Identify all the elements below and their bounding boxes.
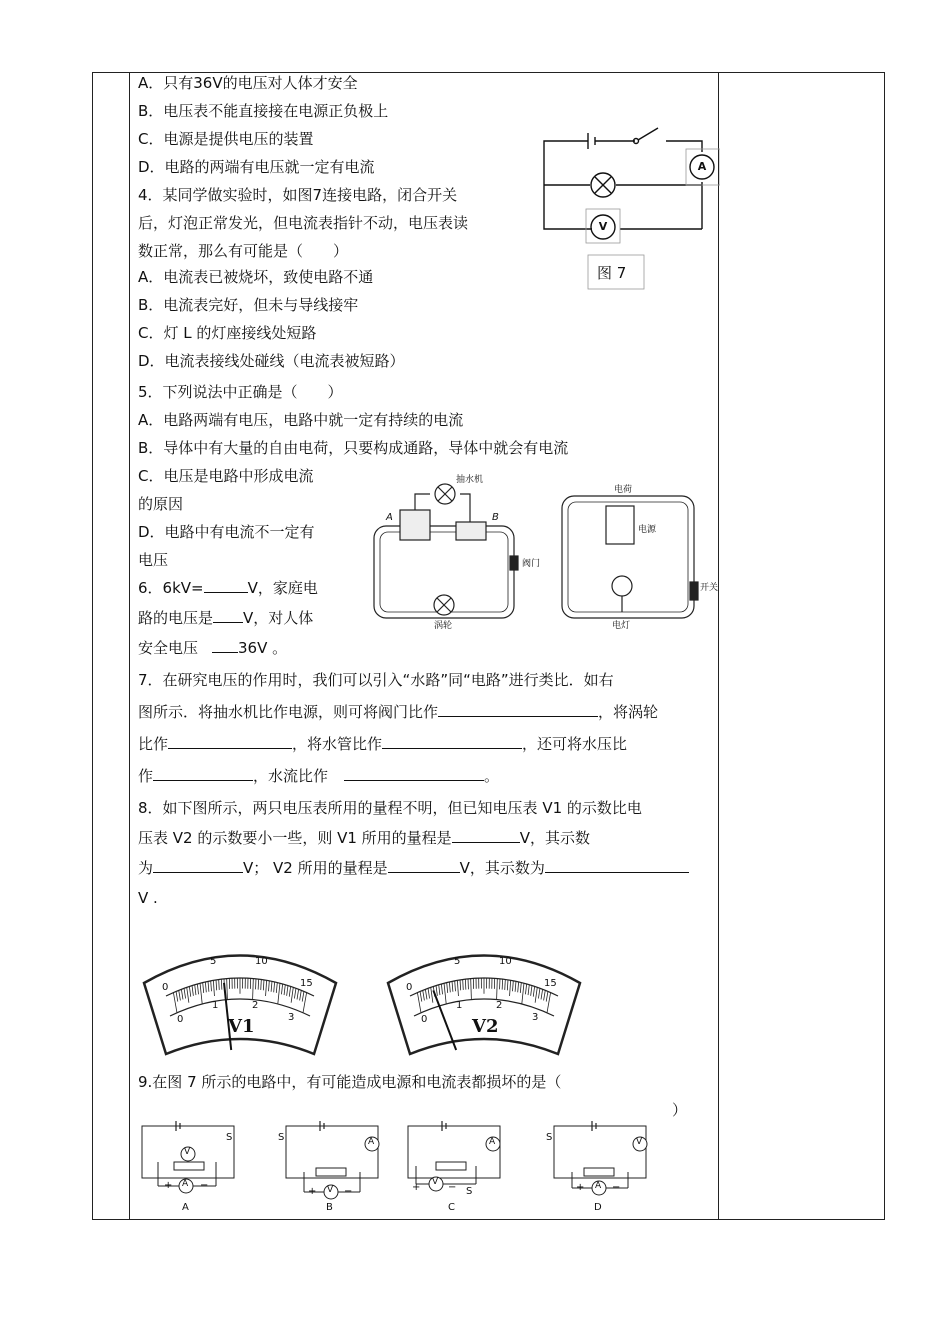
q4-option-d: D．电流表接线处碰线（电流表被短路）	[138, 352, 405, 370]
q7-text-a: 图所示．将抽水机比作电源，则可将阀门比作	[138, 703, 439, 721]
meter-v1-top-tick-0: 0	[162, 982, 169, 993]
meter-v1-top-tick-10: 10	[255, 956, 268, 967]
q9-a-switch: S	[226, 1132, 233, 1143]
q8-blank-v1-reading[interactable]	[153, 854, 243, 873]
q9-b-minus: −	[344, 1186, 353, 1197]
meter-v1-name: V1	[228, 1016, 255, 1037]
q9-b-ammeter-icon: A	[368, 1137, 375, 1147]
meter-v1	[140, 938, 340, 1058]
meter-v1-bottom-tick-1: 1	[212, 1000, 219, 1011]
figure-7-circuit	[540, 125, 720, 295]
q9-label-c: C	[448, 1202, 455, 1213]
meter-v2-bottom-tick-0: 0	[421, 1014, 428, 1025]
q8-line3	[138, 854, 689, 882]
q3-option-c: C．电源是提供电压的装置	[138, 130, 314, 148]
q7-blank-flow[interactable]	[344, 762, 484, 781]
q6-blank-2[interactable]	[213, 604, 243, 623]
q6-line1	[138, 574, 318, 602]
q8-text-d: V； V2 所用的量程是	[243, 859, 388, 877]
meter-v2-bottom-tick-3: 3	[532, 1012, 539, 1023]
label-b-container: B	[492, 512, 499, 523]
q9-c-minus: −	[448, 1182, 457, 1193]
q6-line3	[138, 634, 287, 662]
q9-d-plus: +	[576, 1182, 585, 1193]
q5-option-d-line1: D．电路中有电流不一定有	[138, 523, 315, 541]
q7-line4	[138, 762, 499, 790]
q5-option-c-line1: C．电压是电路中形成电流	[138, 467, 314, 485]
q9-stem: 9.在图 7 所示的电路中，有可能造成电源和电流表都损坏的是（	[138, 1073, 562, 1091]
label-lamp: 电灯	[612, 621, 631, 631]
label-switch: 开关	[700, 583, 719, 593]
q9-b-plus: +	[308, 1186, 317, 1197]
q4-option-a: A．电流表已被烧坏，致使电路不通	[138, 268, 374, 286]
q4-stem-line1: 4．某同学做实验时，如图7连接电路，闭合开关	[138, 186, 458, 204]
q9-a-plus: +	[164, 1180, 173, 1191]
q3-option-d: D．电路的两端有电压就一定有电流	[138, 158, 375, 176]
q8-text-b: V，其示数	[519, 829, 590, 847]
q9-label-a: A	[182, 1202, 189, 1213]
q9-a-ammeter-icon: A	[182, 1179, 189, 1189]
q7-blank-pipe[interactable]	[382, 730, 522, 749]
q9-c-switch: S	[466, 1186, 473, 1197]
q6-text-e: 安全电压	[138, 639, 199, 657]
meter-tick	[221, 979, 222, 989]
q7-text-c: 比作	[138, 735, 169, 753]
meter-v2	[384, 938, 584, 1058]
q8-text-a: 压表 V2 的示数要小一些，则 V1 所用的量程是	[138, 829, 452, 847]
q9-b-switch: S	[278, 1132, 285, 1143]
q7-text-b: ，将涡轮	[598, 703, 659, 721]
q9-b-voltmeter-icon: V	[327, 1185, 334, 1195]
q9-circuits	[136, 1116, 696, 1220]
label-valve: 阀门	[522, 559, 541, 569]
q7-text-d: ，将水管比作	[292, 735, 383, 753]
meter-v1-bottom-tick-2: 2	[252, 1000, 259, 1011]
q9-c-plus: +	[412, 1182, 421, 1193]
meter-v2-name: V2	[472, 1016, 499, 1037]
label-charge: 电荷	[614, 485, 633, 495]
q9-a-minus: −	[200, 1180, 209, 1191]
meter-v2-top-tick-15: 15	[544, 978, 557, 989]
q7-line2	[138, 698, 658, 726]
q8-line4: V .	[138, 889, 158, 907]
meter-v2-top-tick-5: 5	[454, 956, 461, 967]
label-a-container: A	[386, 512, 393, 523]
q9-d-minus: −	[612, 1182, 621, 1193]
q7-blank-pressure[interactable]	[153, 762, 253, 781]
q5-option-a: A．电路两端有电压，电路中就一定有持续的电流	[138, 411, 464, 429]
q4-stem-line3: 数正常，那么有可能是（ ）	[138, 242, 349, 260]
q5-option-b: B．导体中有大量的自由电荷，只要构成通路，导体中就会有电流	[138, 439, 569, 457]
meter-v1-top-tick-15: 15	[300, 978, 313, 989]
q8-blank-v2-range[interactable]	[388, 854, 460, 873]
meter-v2-top-tick-10: 10	[499, 956, 512, 967]
label-source: 电源	[638, 525, 657, 535]
q9-c-ammeter-icon: A	[489, 1137, 496, 1147]
q4-stem-line2: 后，灯泡正常发光，但电流表指针不动，电压表读	[138, 214, 469, 232]
q7-line1: 7．在研究电压的作用时，我们可以引入“水路”同“电路”进行类比．如右	[138, 671, 614, 689]
q9-c-voltmeter-icon: V	[432, 1177, 439, 1187]
q7-text-e: ，还可将水压比	[522, 735, 628, 753]
q6-blank-1[interactable]	[204, 574, 248, 593]
q9-label-b: B	[326, 1202, 333, 1213]
q9-close-paren: ）	[672, 1101, 688, 1119]
q6-text-a: 6．6kV=	[138, 579, 204, 597]
q6-text-f: 36V 。	[238, 639, 288, 657]
figure-7-label: 图 7	[597, 264, 627, 282]
meter-v2-top-tick-0: 0	[406, 982, 413, 993]
meter-v1-bottom-tick-0: 0	[177, 1014, 184, 1025]
q4-option-b: B．电流表完好，但未与导线接牢	[138, 296, 359, 314]
label-turbine: 涡轮	[434, 621, 453, 631]
q3-option-a: A．只有36V的电压对人体才安全	[138, 74, 358, 92]
q8-blank-v1-range[interactable]	[452, 824, 520, 843]
q6-text-b: V，家庭电	[247, 579, 318, 597]
q8-line1: 8．如下图所示，两只电压表所用的量程不明，但已知电压表 V1 的示数比电	[138, 799, 642, 817]
meter-v1-top-tick-5: 5	[210, 956, 217, 967]
meter-tick	[502, 979, 503, 989]
q7-text-f: 作	[138, 767, 154, 785]
meter-v2-bottom-tick-2: 2	[496, 1000, 503, 1011]
q5-stem: 5．下列说法中正确是（ ）	[138, 383, 343, 401]
q4-option-c: C．灯 L 的灯座接线处短路	[138, 324, 317, 342]
q5-option-c-line2: 的原因	[138, 495, 184, 513]
q5-option-d-line2: 电压	[138, 551, 169, 569]
q7-text-g: ，水流比作	[253, 767, 329, 785]
q7-text-h: 。	[484, 767, 500, 785]
q8-text-e: V，其示数为	[459, 859, 545, 877]
q8-line2	[138, 824, 590, 852]
q6-line2	[138, 604, 313, 632]
q8-text-c: 为	[138, 859, 154, 877]
q7-blank-valve[interactable]	[438, 698, 598, 717]
q3-option-b: B．电压表不能直接接在电源正负极上	[138, 102, 389, 120]
column-divider-left	[129, 72, 130, 1220]
q8-blank-v2-reading[interactable]	[545, 854, 689, 873]
q7-blank-turbine[interactable]	[168, 730, 292, 749]
meter-tick	[258, 979, 259, 989]
meter-v1-bottom-tick-3: 3	[288, 1012, 295, 1023]
q9-d-voltmeter-icon: V	[636, 1137, 643, 1147]
meter-tick	[465, 979, 466, 989]
q9-label-d: D	[594, 1202, 602, 1213]
q9-d-switch: S	[546, 1132, 553, 1143]
q7-line3	[138, 730, 627, 758]
q6-blank-3[interactable]	[212, 634, 238, 653]
q9-d-ammeter-icon: A	[595, 1181, 602, 1191]
q6-text-d: V，对人体	[243, 609, 314, 627]
water-circuit-analogy-figure	[360, 472, 720, 632]
voltmeter-icon: V	[598, 220, 608, 233]
ammeter-icon: A	[697, 160, 707, 173]
q9-a-voltmeter-icon: V	[184, 1147, 191, 1157]
label-pump: 抽水机	[456, 475, 484, 485]
meter-v2-bottom-tick-1: 1	[456, 1000, 463, 1011]
q6-text-c: 路的电压是	[138, 609, 214, 627]
